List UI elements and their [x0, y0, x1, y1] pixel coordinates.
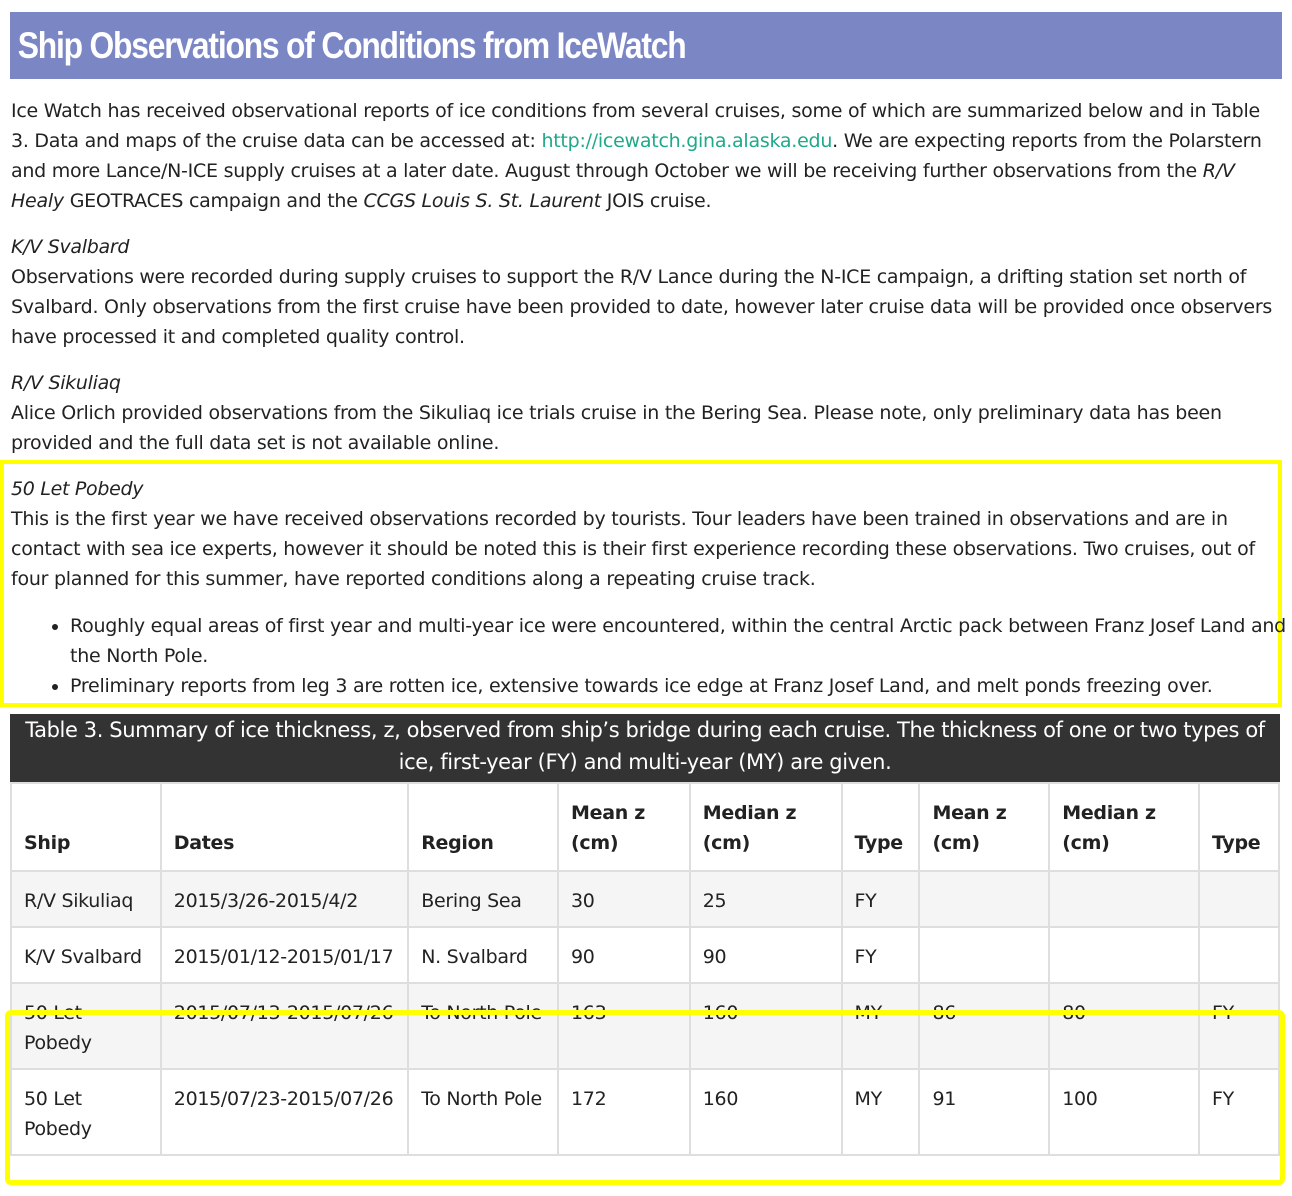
section-heading-sikuliaq: R/V Sikuliaq: [11, 372, 121, 394]
header-type-2: Type: [1199, 783, 1279, 871]
header-ship: Ship: [11, 783, 161, 871]
cell-median-z-1: 90: [690, 927, 842, 983]
section-body-pobedy: This is the first year we have received observations recorded by tourists. Tour leaders have been trained in observations and are in contact with sea ice experts, however it should be noted this is their first experience recording these observations. Two cruises, out of four planned for this summer, have reported conditions along a repeating cruise track.: [11, 508, 1255, 590]
header-mean-z-1: Mean z (cm): [558, 783, 690, 871]
cell-type-2: [1199, 871, 1279, 927]
cell-ship: R/V Sikuliaq: [11, 871, 161, 927]
icewatch-link[interactable]: http://icewatch.gina.alaska.edu: [541, 130, 833, 152]
header-mean-z-2: Mean z (cm): [919, 783, 1049, 871]
cell-mean-z-2: 86: [919, 983, 1049, 1069]
intro-text-3: GEOTRACES campaign and the: [63, 190, 364, 212]
cell-ship: K/V Svalbard: [11, 927, 161, 983]
table-header-row: [11, 783, 1279, 871]
cell-type-1: FY: [842, 927, 920, 983]
cell-type-2: FY: [1199, 983, 1279, 1069]
intro-text-1: Ice Watch has received observational reports of ice conditions from several cruises, some of which are summarized below and in Table 3. Data and maps of the cruise data can be accessed at:: [11, 100, 1260, 152]
header-region: Region: [408, 783, 558, 871]
header-type-1: Type: [842, 783, 920, 871]
cell-mean-z-2: 91: [919, 1069, 1049, 1155]
cell-median-z-2: [1049, 927, 1199, 983]
ice-thickness-table: [10, 782, 1280, 1156]
ship-name-healy: R/V Healy: [11, 160, 1235, 212]
section-heading-pobedy: 50 Let Pobedy: [11, 478, 144, 500]
header-median-z-1: Median z (cm): [690, 783, 842, 871]
cell-type-1: FY: [842, 871, 920, 927]
bullet-item: • Roughly equal areas of first year and multi-year ice were encountered, within the central Arctic pack between Franz Josef Land and the North Pole.: [70, 611, 1292, 671]
bullet-item: • Preliminary reports from leg 3 are rotten ice, extensive towards ice edge at Franz Josef Land, and melt ponds freezing over.: [70, 671, 1292, 701]
table-row: [11, 1069, 1279, 1155]
cell-dates: 2015/01/12-2015/01/17: [161, 927, 408, 983]
header-dates: Dates: [161, 783, 408, 871]
cell-mean-z-2: [919, 871, 1049, 927]
cell-mean-z-2: [919, 927, 1049, 983]
intro-text-4: JOIS cruise.: [601, 190, 712, 212]
section-body-svalbard: Observations were recorded during supply cruises to support the R/V Lance during the N-ICE campaign, a drifting station set north of Svalbard. Only observations from the first cruise have been provided to date, however later cruise data will be provided once observers have processed it and completed quality control.: [11, 266, 1273, 348]
section-heading-svalbard: K/V Svalbard: [11, 236, 130, 258]
cell-type-1: MY: [842, 1069, 920, 1155]
cell-median-z-2: 80: [1049, 983, 1199, 1069]
section-body-sikuliaq: Alice Orlich provided observations from the Sikuliaq ice trials cruise in the Bering Sea. Please note, only preliminary data has been provided and the full data set is not available online.: [11, 402, 1222, 454]
page-banner: [10, 12, 1282, 79]
cell-mean-z-1: 30: [558, 871, 690, 927]
cell-region: To North Pole: [408, 983, 558, 1069]
cell-dates: 2015/07/13-2015/07/26: [161, 983, 408, 1069]
cell-mean-z-1: 163: [558, 983, 690, 1069]
cell-region: To North Pole: [408, 1069, 558, 1155]
ship-name-laurent: CCGS Louis S. St. Laurent: [363, 190, 602, 212]
cell-median-z-2: [1049, 871, 1199, 927]
observation-bullets: [30, 611, 1292, 701]
table-caption: Table 3. Summary of ice thickness, z, observed from ship’s bridge during each cruise. The thickness of one or two types of ice, first-year (FY) and multi-year (MY) are given.: [10, 714, 1280, 782]
cell-type-2: [1199, 927, 1279, 983]
cell-ship: 50 Let Pobedy: [11, 983, 161, 1069]
cell-region: Bering Sea: [408, 871, 558, 927]
table-row: [11, 871, 1279, 927]
intro-paragraph: [11, 96, 1283, 216]
header-median-z-2: Median z (cm): [1049, 783, 1199, 871]
cell-median-z-2: 100: [1049, 1069, 1199, 1155]
cell-mean-z-1: 90: [558, 927, 690, 983]
cell-type-2: FY: [1199, 1069, 1279, 1155]
cell-region: N. Svalbard: [408, 927, 558, 983]
cell-median-z-1: 25: [690, 871, 842, 927]
cell-type-1: MY: [842, 983, 920, 1069]
cell-dates: 2015/07/23-2015/07/26: [161, 1069, 408, 1155]
intro-text-2: . We are expecting reports from the Polarstern and more Lance/N-ICE supply cruises at a later date. August through October we will be receiving further observations from the: [11, 130, 1262, 182]
cell-dates: 2015/3/26-2015/4/2: [161, 871, 408, 927]
cell-mean-z-1: 172: [558, 1069, 690, 1155]
cell-ship: 50 Let Pobedy: [11, 1069, 161, 1155]
page-title: Ship Observations of Conditions from IceWatch: [17, 25, 686, 66]
cell-median-z-1: 160: [690, 983, 842, 1069]
table-row: [11, 983, 1279, 1069]
table-row: [11, 927, 1279, 983]
cell-median-z-1: 160: [690, 1069, 842, 1155]
